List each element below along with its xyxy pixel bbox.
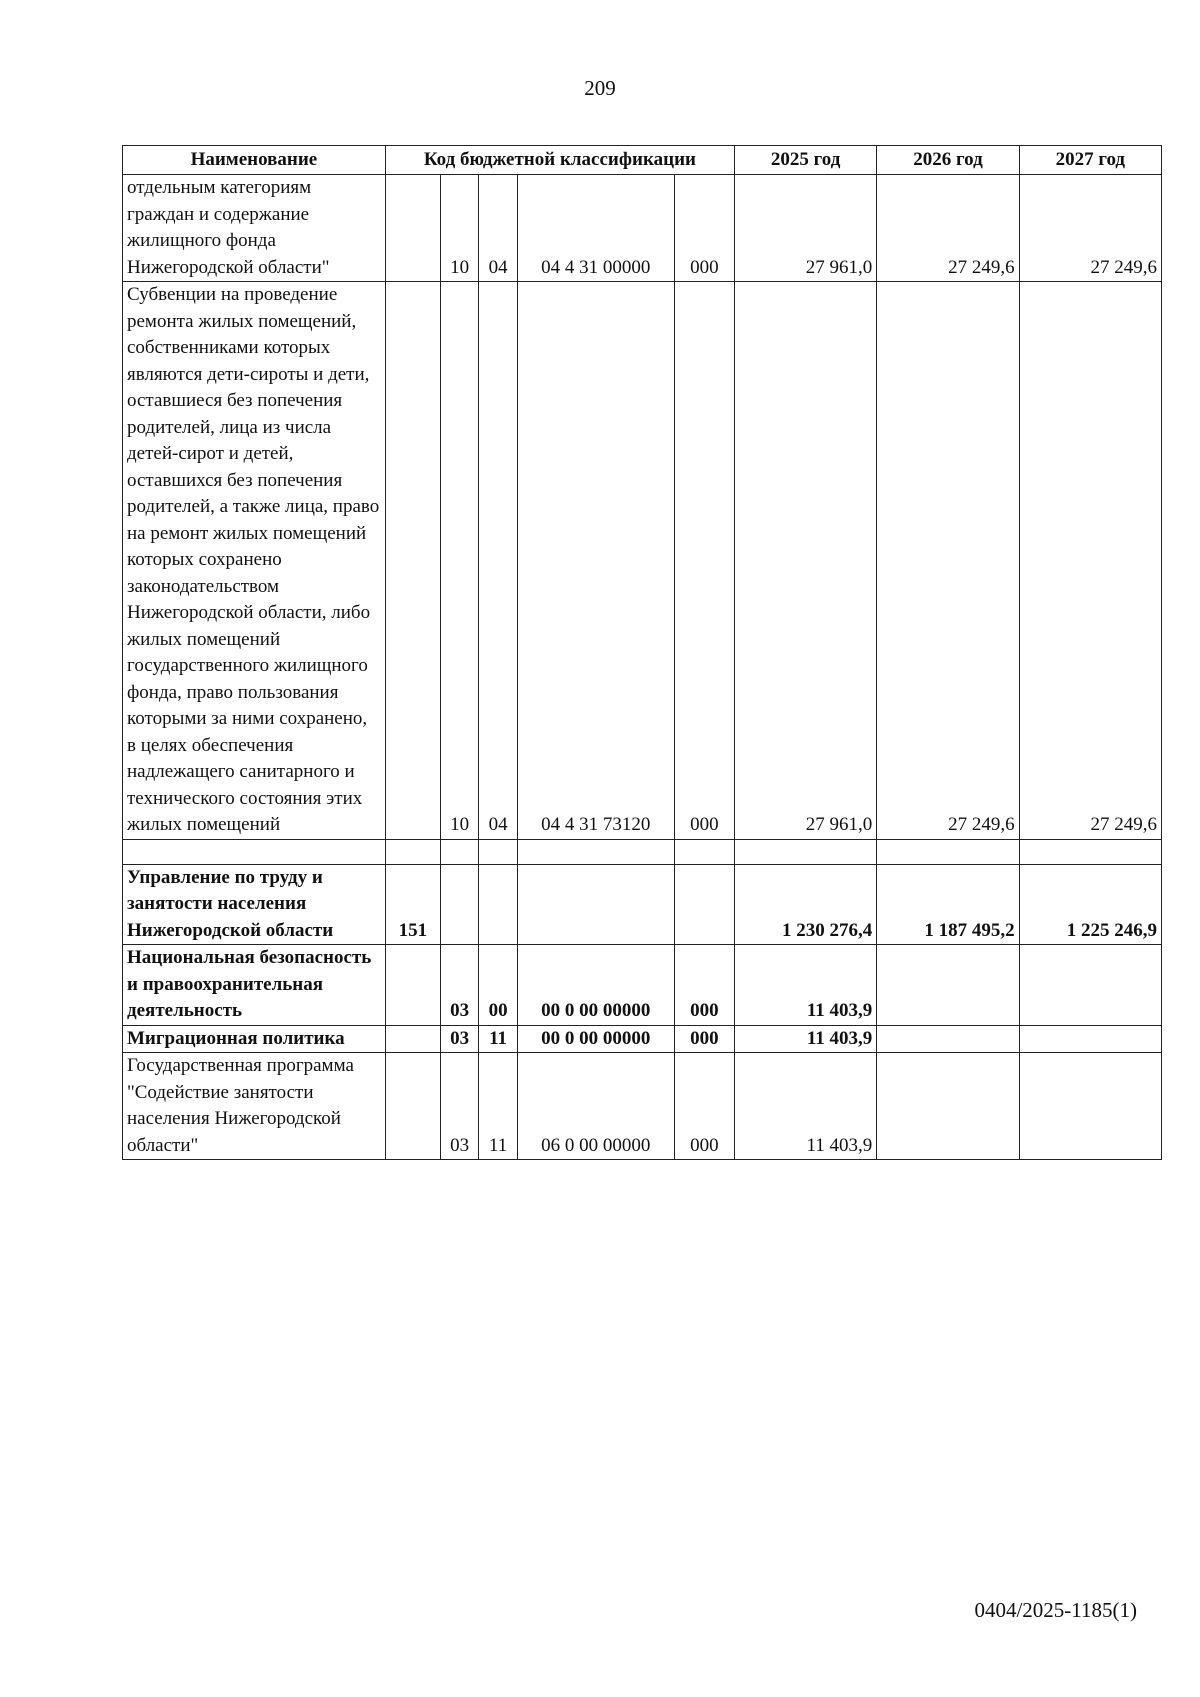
row-2026: 27 249,6 (877, 282, 1019, 840)
row-csr: 04 4 31 00000 (517, 175, 674, 282)
header-2027: 2027 год (1019, 146, 1161, 175)
row-pr: 00 (479, 945, 517, 1026)
row-vr (674, 864, 734, 945)
row-2025: 11 403,9 (734, 1053, 876, 1160)
row-csr: 00 0 00 00000 (517, 1025, 674, 1053)
table-row (123, 945, 1162, 1026)
row-name: Субвенции на проведение ремонта жилых помещений, собственниками которых являются дети-сироты и дети, оставшиеся без попечения родителей, лица из числа детей-сирот и детей, оставшихся без попечения родителей, а также лица, право на ремонт жилых помещений которых сохранено законодательством Нижегородской области, либо жилых помещений государственного жилищного фонда, право пользования которыми за ними сохранено, в целях обеспечения надлежащего санитарного и технического состояния этих жилых помещений (123, 282, 386, 840)
row-name: Миграционная политика (123, 1025, 386, 1053)
row-vr: 000 (674, 175, 734, 282)
spacer-cell (385, 839, 440, 864)
header-code: Код бюджетной классификации (385, 146, 734, 175)
row-rz (440, 864, 478, 945)
row-rz: 03 (440, 1025, 478, 1053)
row-rz: 10 (440, 282, 478, 840)
row-name: Управление по труду и занятости населения Нижегородской области (123, 864, 386, 945)
row-2027: 27 249,6 (1019, 282, 1161, 840)
row-2025: 11 403,9 (734, 945, 876, 1026)
header-2026: 2026 год (877, 146, 1019, 175)
row-2025: 27 961,0 (734, 282, 876, 840)
spacer-row (123, 839, 1162, 864)
row-2027: 1 225 246,9 (1019, 864, 1161, 945)
row-name: отдельным категориям граждан и содержание жилищного фонда Нижегородской области" (123, 175, 386, 282)
row-rz: 03 (440, 1053, 478, 1160)
table-row (123, 175, 1162, 282)
row-csr: 06 0 00 00000 (517, 1053, 674, 1160)
row-pr (479, 864, 517, 945)
spacer-cell (734, 839, 876, 864)
header-2025: 2025 год (734, 146, 876, 175)
row-2026 (877, 1053, 1019, 1160)
table-header-row (123, 146, 1162, 175)
spacer-cell (877, 839, 1019, 864)
spacer-cell (674, 839, 734, 864)
row-name: Государственная программа "Содействие занятости населения Нижегородской области" (123, 1053, 386, 1160)
row-vr: 000 (674, 1053, 734, 1160)
row-ved (385, 1025, 440, 1053)
row-rz: 10 (440, 175, 478, 282)
table-row (123, 1053, 1162, 1160)
row-vr: 000 (674, 282, 734, 840)
row-pr: 11 (479, 1025, 517, 1053)
row-2027 (1019, 945, 1161, 1026)
row-2026 (877, 1025, 1019, 1053)
row-ved (385, 1053, 440, 1160)
row-2025: 1 230 276,4 (734, 864, 876, 945)
spacer-cell (123, 839, 386, 864)
row-csr (517, 864, 674, 945)
table-row (123, 1025, 1162, 1053)
header-name: Наименование (123, 146, 386, 175)
row-2025: 11 403,9 (734, 1025, 876, 1053)
row-ved (385, 282, 440, 840)
row-pr: 04 (479, 175, 517, 282)
row-2025: 27 961,0 (734, 175, 876, 282)
row-name: Национальная безопасность и правоохранительная деятельность (123, 945, 386, 1026)
row-csr: 00 0 00 00000 (517, 945, 674, 1026)
page-number: 209 (584, 76, 616, 100)
row-2027 (1019, 1053, 1161, 1160)
row-vr: 000 (674, 1025, 734, 1053)
document-id: 0404/2025-1185(1) (974, 1598, 1137, 1622)
row-ved (385, 945, 440, 1026)
spacer-cell (1019, 839, 1161, 864)
table-row (123, 282, 1162, 840)
row-2026: 1 187 495,2 (877, 864, 1019, 945)
row-ved (385, 175, 440, 282)
row-vr: 000 (674, 945, 734, 1026)
row-2027 (1019, 1025, 1161, 1053)
table-row (123, 864, 1162, 945)
row-pr: 11 (479, 1053, 517, 1160)
row-pr: 04 (479, 282, 517, 840)
row-csr: 04 4 31 73120 (517, 282, 674, 840)
spacer-cell (440, 839, 478, 864)
spacer-cell (479, 839, 517, 864)
row-rz: 03 (440, 945, 478, 1026)
spacer-cell (517, 839, 674, 864)
row-2026 (877, 945, 1019, 1026)
row-ved: 151 (385, 864, 440, 945)
row-2027: 27 249,6 (1019, 175, 1161, 282)
budget-table (122, 145, 1162, 1160)
row-2026: 27 249,6 (877, 175, 1019, 282)
